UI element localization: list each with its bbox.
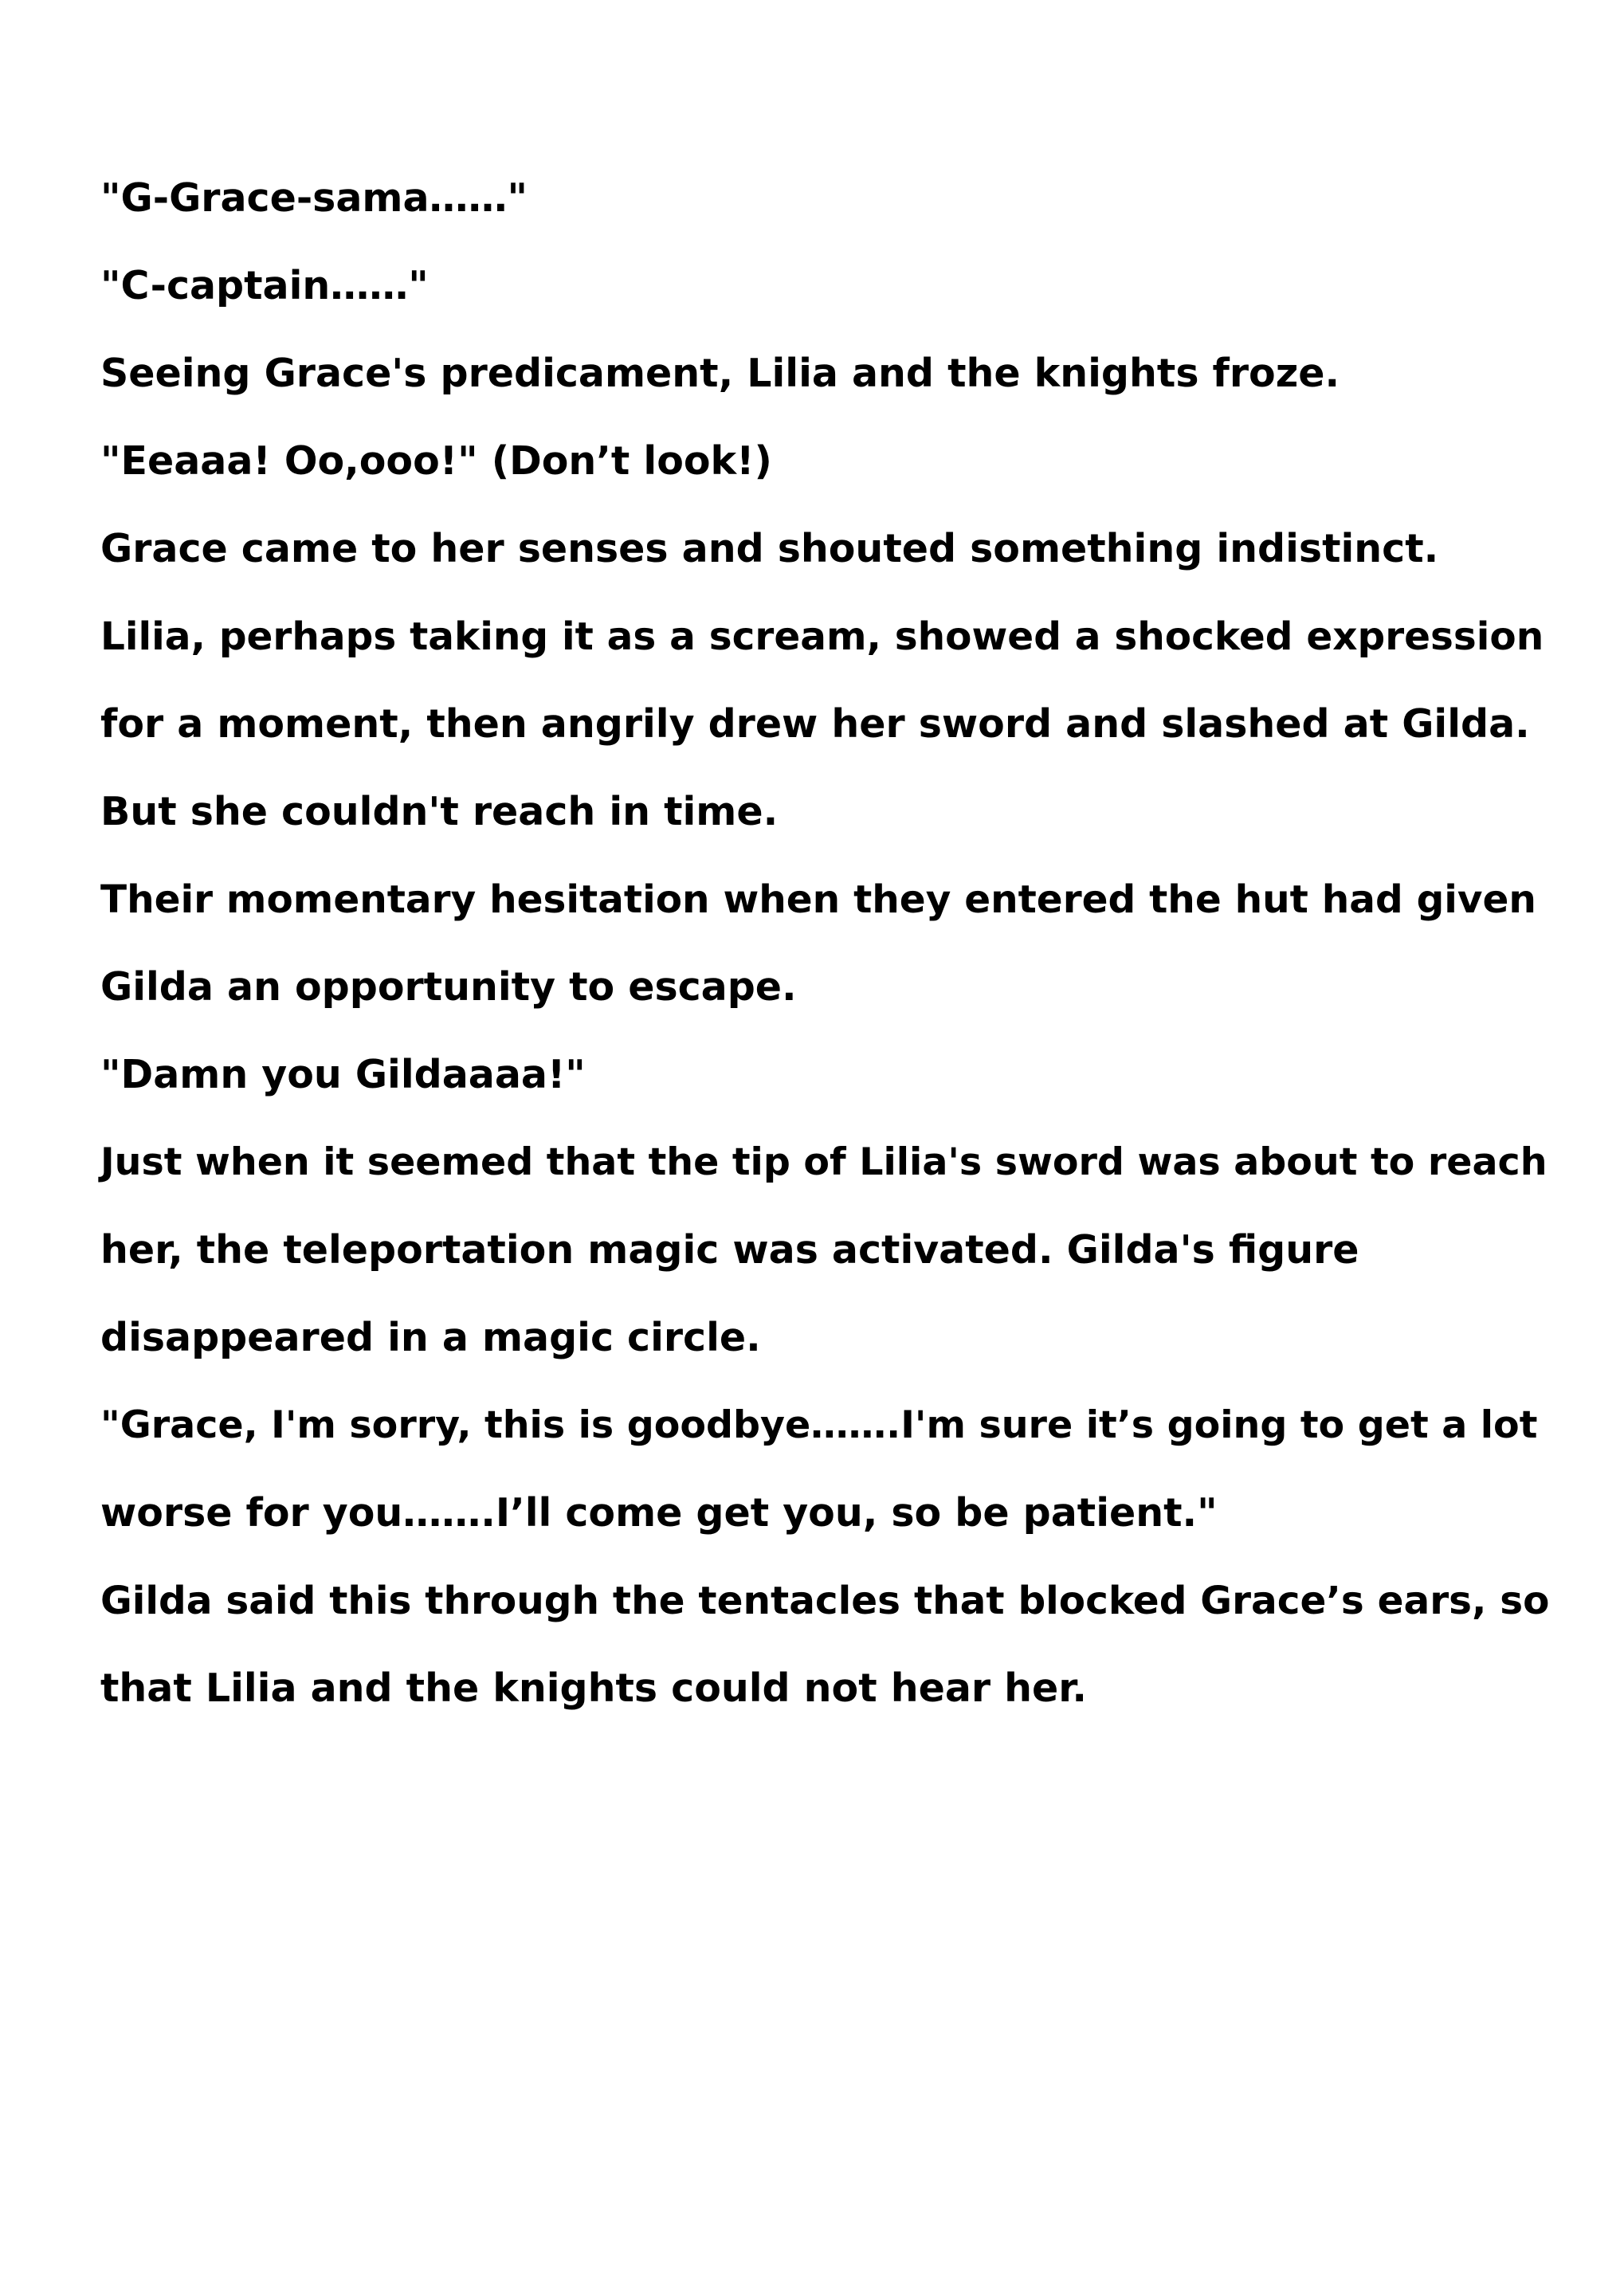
narration-line: for a moment, then angrily drew her sword and slashed at Gilda. bbox=[100, 701, 1530, 747]
dialogue-line: "C-captain……" bbox=[100, 263, 429, 308]
dialogue-line: "Eeaaa! Oo,ooo!" (Don’t look!) bbox=[100, 438, 772, 484]
narration-line: disappeared in a magic circle. bbox=[100, 1315, 761, 1360]
body-text bbox=[100, 155, 1551, 1732]
narration-line: Grace came to her senses and shouted something indistinct. bbox=[100, 526, 1439, 571]
narration-line: Lilia, perhaps taking it as a scream, showed a shocked expression bbox=[100, 614, 1544, 659]
narration-line: that Lilia and the knights could not hear her. bbox=[100, 1665, 1088, 1711]
narration-line: Just when it seemed that the tip of Lilia's sword was about to reach bbox=[100, 1140, 1548, 1184]
narration-line: But she couldn't reach in time. bbox=[100, 789, 779, 834]
dialogue-line: "Damn you Gildaaaa!" bbox=[100, 1052, 586, 1097]
dialogue-line: "Grace, I'm sorry, this is goodbye…….I'm sure it’s going to get a lot bbox=[100, 1403, 1538, 1447]
narration-line: Their momentary hesitation when they entered the hut had given bbox=[100, 877, 1536, 922]
dialogue-line: worse for you…….I’ll come get you, so be patient." bbox=[100, 1490, 1218, 1536]
narration-line: Gilda an opportunity to escape. bbox=[100, 964, 797, 1010]
narration-line: her, the teleportation magic was activated. Gilda's figure bbox=[100, 1227, 1359, 1273]
narration-line: Seeing Grace's predicament, Lilia and the knights froze. bbox=[100, 351, 1340, 396]
dialogue-line: "G-Grace-sama……" bbox=[100, 175, 528, 221]
narration-line: Gilda said this through the tentacles that blocked Grace’s ears, so bbox=[100, 1579, 1550, 1623]
